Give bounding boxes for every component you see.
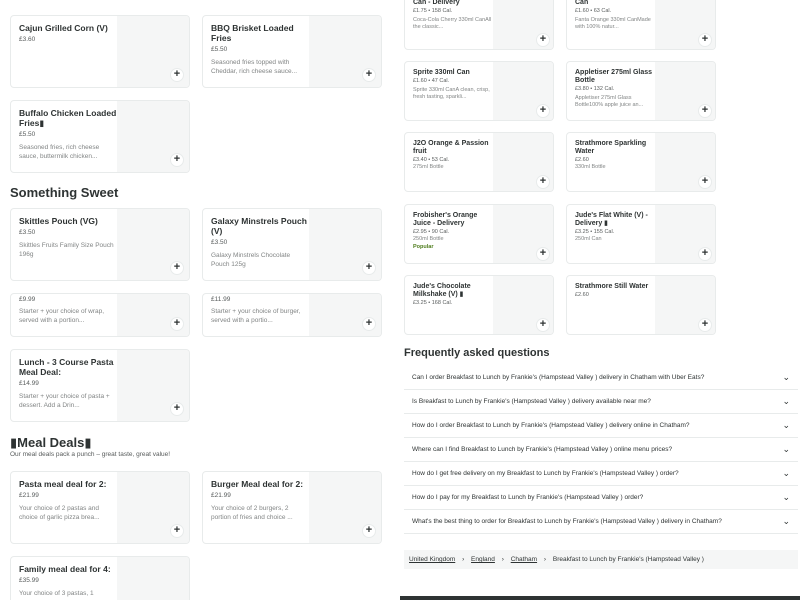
breadcrumb-link-region[interactable]: England	[471, 556, 495, 563]
item-body	[211, 216, 307, 269]
item-title: Lunch - 3 Course Pasta Meal Deal:	[19, 357, 114, 377]
add-item-button[interactable]: +	[362, 261, 376, 275]
drink-item-card[interactable]	[404, 61, 554, 121]
item-title: Jude's Flat White (V) - Delivery ▮	[575, 212, 648, 227]
chevron-down-icon: ⌄	[782, 516, 790, 526]
add-item-button[interactable]: +	[698, 318, 712, 332]
item-body	[413, 0, 495, 31]
breadcrumb-link-country[interactable]: United Kingdom	[409, 556, 456, 563]
item-description: Sprite 330ml CanA clean, crisp, fresh tasting, sparkli...	[413, 87, 490, 100]
drink-item-card[interactable]	[566, 61, 716, 121]
breadcrumb	[404, 550, 798, 569]
faq-question: Where can I find Breakfast to Lunch by Frankie's (Hampstead Valley ) online menu prices?	[412, 446, 673, 453]
item-body	[211, 479, 307, 522]
menu-item-card[interactable]	[202, 15, 382, 88]
item-title: Appletiser 275ml Glass Bottle	[575, 69, 653, 84]
add-item-button[interactable]: +	[536, 104, 550, 118]
item-body	[575, 283, 657, 298]
item-price-calories: £2.95 • 90 Cal.	[413, 229, 450, 235]
faq-item[interactable]	[404, 486, 798, 510]
add-item-button[interactable]: +	[362, 68, 376, 82]
item-price-calories: £1.75 • 158 Cal.	[413, 8, 453, 14]
add-item-button[interactable]: +	[170, 261, 184, 275]
add-item-button[interactable]: +	[536, 33, 550, 47]
faq-question: Is Breakfast to Lunch by Frankie's (Hampstead Valley ) delivery available near me?	[412, 398, 651, 405]
item-description: 250ml Can	[575, 236, 602, 242]
chevron-down-icon: ⌄	[782, 396, 790, 406]
item-title: Pasta meal deal for 2:	[19, 479, 107, 489]
item-price: £35.99	[19, 577, 39, 584]
item-title: Skittles Pouch (VG)	[19, 216, 98, 226]
add-item-button[interactable]: +	[170, 153, 184, 167]
item-description: Galaxy Minstrels Chocolate Pouch 125g	[211, 252, 291, 268]
item-title: Burger Meal deal for 2:	[211, 479, 304, 489]
item-price-calories: £1.60 • 47 Cal.	[413, 78, 450, 84]
chevron-down-icon: ⌄	[782, 444, 790, 454]
item-body	[211, 296, 307, 325]
popular-badge: Popular	[413, 244, 434, 250]
menu-item-card[interactable]	[202, 208, 382, 281]
faq-item[interactable]	[404, 414, 798, 438]
item-description: 330ml Bottle	[575, 164, 606, 170]
item-body	[19, 216, 115, 259]
item-body	[19, 564, 115, 598]
item-price-calories: £3.80 • 132 Cal.	[575, 86, 615, 92]
faq-question: Can I order Breakfast to Lunch by Frankie's (Hampstead Valley ) delivery in Chatham with Uber Eats?	[412, 374, 705, 381]
item-description: 275ml Bottle	[413, 164, 444, 170]
add-item-button[interactable]: +	[170, 524, 184, 538]
item-description: Starter + your choice of pasta + dessert. Add a Drin...	[19, 393, 110, 409]
faq-question: What's the best thing to order for Breakfast to Lunch by Frankie's (Hampstead Valley ) delivery in Chatham?	[412, 518, 722, 525]
item-body	[413, 140, 495, 170]
drink-item-card[interactable]	[404, 0, 554, 50]
item-title: BBQ Brisket Loaded Fries	[211, 23, 294, 43]
item-title: Strathmore Sparkling Water	[575, 140, 647, 155]
add-item-button[interactable]: +	[362, 317, 376, 331]
item-body	[19, 479, 115, 522]
item-description: Seasoned fries, rich cheese sauce, buttermilk chicken...	[19, 144, 100, 160]
breadcrumb-separator-icon: ›	[462, 556, 465, 563]
drink-item-card[interactable]	[404, 275, 554, 335]
menu-item-card[interactable]	[10, 349, 190, 422]
faq-question: How do I get free delivery on my Breakfast to Lunch by Frankie's (Hampstead Valley ) order?	[412, 470, 679, 477]
add-item-button[interactable]: +	[536, 175, 550, 189]
item-price: £21.99	[211, 492, 231, 499]
add-item-button[interactable]: +	[698, 33, 712, 47]
item-title: Can	[575, 0, 589, 6]
item-description: 250ml Bottle	[413, 236, 444, 242]
faq-heading: Frequently asked questions	[404, 347, 550, 359]
menu-item-card[interactable]	[10, 471, 190, 544]
item-description: Fanta Orange 330ml CanMade with 100% natur...	[575, 17, 651, 30]
item-title: Frobisher's Orange Juice - Delivery	[413, 212, 478, 227]
faq-item[interactable]	[404, 438, 798, 462]
item-title: Jude's Chocolate Milkshake (V) ▮	[413, 283, 471, 298]
item-description: Coca-Cola Cherry 330ml CanAll the classic...	[413, 17, 492, 30]
item-description: Appletiser 275ml Glass Bottle100% apple juice an...	[575, 95, 644, 108]
item-title: Cajun Grilled Corn (V)	[19, 23, 108, 33]
drink-item-card[interactable]	[566, 132, 716, 192]
add-item-button[interactable]: +	[536, 247, 550, 261]
item-title: Family meal deal for 4:	[19, 564, 111, 574]
add-item-button[interactable]: +	[536, 318, 550, 332]
item-description: Starter + your choice of burger, served with a portio...	[211, 308, 301, 324]
chevron-down-icon: ⌄	[782, 420, 790, 430]
item-price: £3.60	[19, 36, 36, 43]
add-item-button[interactable]: +	[698, 175, 712, 189]
item-image-placeholder	[117, 557, 189, 600]
chevron-down-icon: ⌄	[782, 468, 790, 478]
drink-item-card[interactable]	[404, 132, 554, 192]
breadcrumb-current-store: Breakfast to Lunch by Frankie's (Hampstead Valley )	[552, 556, 704, 563]
item-body	[413, 212, 495, 250]
section-heading-something-sweet: Something Sweet	[10, 185, 119, 200]
item-price: £5.50	[211, 46, 228, 53]
item-body	[575, 140, 657, 170]
menu-item-card[interactable]	[10, 556, 190, 600]
item-body	[575, 0, 657, 31]
item-description: Starter + your choice of wrap, served with a portion...	[19, 308, 105, 324]
item-price: £21.99	[19, 492, 39, 499]
item-body	[211, 23, 307, 76]
item-title: J2O Orange & Passion fruit	[413, 140, 489, 155]
add-item-button[interactable]: +	[170, 402, 184, 416]
item-price: £14.99	[19, 380, 39, 387]
faq-item[interactable]	[404, 462, 798, 486]
add-item-button[interactable]: +	[170, 68, 184, 82]
faq-item[interactable]	[404, 390, 798, 414]
item-body	[19, 296, 115, 325]
item-price: £11.99	[211, 296, 231, 303]
item-body	[19, 357, 115, 410]
section-heading-meal-deals: ▮Meal Deals▮	[10, 435, 92, 450]
item-description: Seasoned fries topped with Cheddar, rich cheese sauce...	[211, 59, 297, 75]
item-body	[413, 69, 495, 101]
item-price: £3.50	[19, 229, 36, 236]
item-body	[575, 69, 657, 109]
item-price: £5.50	[19, 131, 36, 138]
faq-item[interactable]	[404, 510, 798, 534]
menu-item-card[interactable]	[10, 15, 190, 88]
drink-item-card[interactable]	[566, 204, 716, 264]
add-item-button[interactable]: +	[170, 317, 184, 331]
faq-question: How do I order Breakfast to Lunch by Frankie's (Hampstead Valley ) delivery online in Chatham?	[412, 422, 690, 429]
chevron-down-icon: ⌄	[782, 492, 790, 502]
breadcrumb-separator-icon: ›	[543, 556, 547, 563]
drink-item-card[interactable]	[566, 0, 716, 50]
item-title: Sprite 330ml Can	[413, 69, 470, 76]
menu-item-card[interactable]	[202, 293, 382, 337]
item-price-calories: £3.25 • 168 Cal.	[413, 300, 453, 306]
item-price-calories: £3.25 • 155 Cal.	[575, 229, 615, 235]
add-item-button[interactable]: +	[698, 247, 712, 261]
item-title: Galaxy Minstrels Pouch (V)	[211, 216, 307, 236]
item-body	[575, 212, 657, 242]
drink-item-card[interactable]	[404, 204, 554, 264]
item-title: Strathmore Still Water	[575, 283, 649, 290]
item-price-calories: £2.60	[575, 292, 589, 298]
menu-item-card[interactable]	[10, 100, 190, 173]
breadcrumb-link-city[interactable]: Chatham	[510, 556, 538, 563]
item-description: Your choice of 2 burgers, 2 portion of fries and choice ...	[211, 505, 293, 521]
item-price-calories: £1.60 • 63 Cal.	[575, 8, 612, 14]
item-description: Your choice of 3 pastas, 1	[19, 590, 94, 597]
menu-item-card[interactable]	[10, 293, 190, 337]
item-description: Skittles Fruits Family Size Pouch 196g	[19, 242, 114, 258]
faq-question: How do I pay for my Breakfast to Lunch by Frankie's (Hampstead Valley ) order?	[412, 494, 644, 501]
item-body	[413, 283, 495, 306]
item-price-calories: £2.60	[575, 157, 589, 163]
item-description: Your choice of 2 pastas and choice of garlic pizza brea...	[19, 505, 100, 521]
item-body	[19, 108, 117, 161]
add-item-button[interactable]: +	[362, 524, 376, 538]
menu-item-card[interactable]	[202, 471, 382, 544]
item-price: £9.99	[19, 296, 36, 303]
menu-item-card[interactable]	[10, 208, 190, 281]
chevron-down-icon: ⌄	[782, 372, 790, 382]
faq-item[interactable]	[404, 366, 798, 390]
drink-item-card[interactable]	[566, 275, 716, 335]
item-title: Buffalo Chicken Loaded Fries▮	[19, 108, 117, 128]
item-price: £3.50	[211, 239, 228, 246]
footer-bar	[400, 596, 800, 600]
breadcrumb-separator-icon: ›	[501, 556, 504, 563]
item-price-calories: £3.40 • 53 Cal.	[413, 157, 450, 163]
item-title: Can - Delivery	[413, 0, 460, 6]
section-subtitle: Our meal deals pack a punch – great taste, great value!	[10, 451, 171, 458]
add-item-button[interactable]: +	[698, 104, 712, 118]
item-body	[19, 23, 108, 43]
